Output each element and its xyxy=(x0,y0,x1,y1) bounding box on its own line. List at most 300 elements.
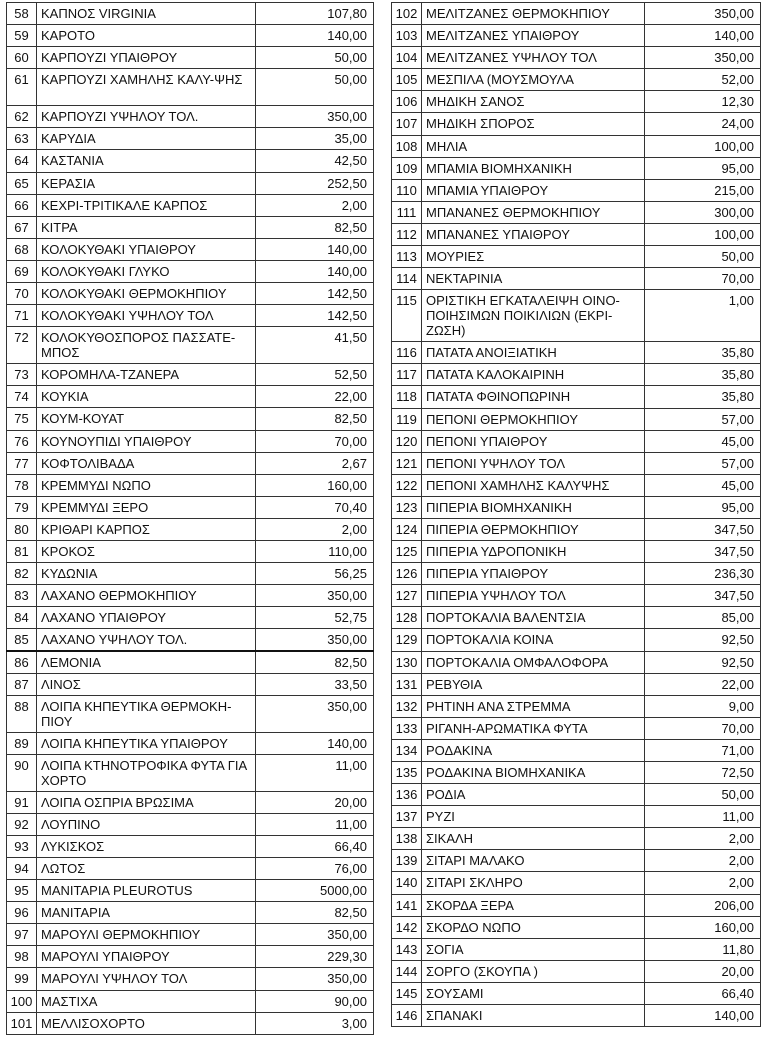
crop-name: ΜΕΛΙΤΖΑΝΕΣ ΥΠΑΙΘΡΟΥ xyxy=(422,25,645,47)
crop-name: ΚΑΡΠΟΥΖΙ ΧΑΜΗΛΗΣ ΚΑΛΥ-ΨΗΣ xyxy=(37,69,256,106)
crop-value: 41,50 xyxy=(256,327,374,364)
crop-value: 82,50 xyxy=(256,902,374,924)
crop-name: ΚΑΡΠΟΥΖΙ ΥΨΗΛΟΥ ΤΟΛ. xyxy=(37,106,256,128)
crop-name: ΚΙΤΡΑ xyxy=(37,216,256,238)
row-number: 102 xyxy=(392,3,422,25)
row-number: 66 xyxy=(7,194,37,216)
crop-value: 66,40 xyxy=(645,982,761,1004)
crop-name: ΛΑΧΑΝΟ ΘΕΡΜΟΚΗΠΙΟΥ xyxy=(37,585,256,607)
crop-name: ΚΑΡΠΟΥΖΙ ΥΠΑΙΘΡΟΥ xyxy=(37,47,256,69)
crop-value: 140,00 xyxy=(256,25,374,47)
table-row xyxy=(392,916,761,938)
table-row xyxy=(392,223,761,245)
crop-value: 22,00 xyxy=(645,673,761,695)
crop-name: ΚΑΡΟΤΟ xyxy=(37,25,256,47)
crop-value: 350,00 xyxy=(645,3,761,25)
crop-name: ΜΕΛΙΤΖΑΝΕΣ ΥΨΗΛΟΥ ΤΟΛ xyxy=(422,47,645,69)
table-row xyxy=(7,150,374,172)
crop-value: 350,00 xyxy=(256,924,374,946)
crop-value: 229,30 xyxy=(256,946,374,968)
row-number: 116 xyxy=(392,342,422,364)
row-number: 65 xyxy=(7,172,37,194)
table-row xyxy=(7,902,374,924)
crop-value: 1,00 xyxy=(645,290,761,342)
table-row xyxy=(7,924,374,946)
row-number: 100 xyxy=(7,990,37,1012)
crop-value: 140,00 xyxy=(645,1005,761,1027)
row-number: 79 xyxy=(7,496,37,518)
crop-value: 50,00 xyxy=(645,784,761,806)
table-row xyxy=(7,754,374,791)
crop-value: 92,50 xyxy=(645,629,761,651)
table-row xyxy=(7,452,374,474)
row-number: 106 xyxy=(392,91,422,113)
crop-name: ΠΙΠΕΡΙΑ ΥΠΑΙΘΡΟΥ xyxy=(422,563,645,585)
crop-value: 350,00 xyxy=(256,695,374,732)
crop-name: ΟΡΙΣΤΙΚΗ ΕΓΚΑΤΑΛΕΙΨΗ ΟΙΝΟ-ΠΟΙΗΣΙΜΩΝ ΠΟΙΚΙΛΙΩΝ (ΕΚΡΙ-ΖΩΣΗ) xyxy=(422,290,645,342)
crop-value: 100,00 xyxy=(645,223,761,245)
crop-name: ΚΟΥΚΙΑ xyxy=(37,386,256,408)
table-row xyxy=(7,386,374,408)
crop-name: ΚΥΔΩΝΙΑ xyxy=(37,563,256,585)
table-row xyxy=(7,128,374,150)
row-number: 64 xyxy=(7,150,37,172)
crop-name: ΜΠΑΜΙΑ ΥΠΑΙΘΡΟΥ xyxy=(422,179,645,201)
crop-value: 206,00 xyxy=(645,894,761,916)
row-number: 112 xyxy=(392,223,422,245)
crop-value: 142,50 xyxy=(256,283,374,305)
crop-value: 140,00 xyxy=(256,238,374,260)
row-number: 91 xyxy=(7,791,37,813)
table-row xyxy=(7,474,374,496)
crop-name: ΜΑΡΟΥΛΙ ΥΠΑΙΘΡΟΥ xyxy=(37,946,256,968)
row-number: 58 xyxy=(7,3,37,25)
table-row xyxy=(392,201,761,223)
crop-name: ΠΟΡΤΟΚΑΛΙΑ ΒΑΛΕΝΤΣΙΑ xyxy=(422,607,645,629)
row-number: 138 xyxy=(392,828,422,850)
crop-name: ΚΡΕΜΜΥΔΙ ΝΩΠΟ xyxy=(37,474,256,496)
crop-value: 2,00 xyxy=(645,828,761,850)
crop-value: 70,00 xyxy=(645,717,761,739)
table-row xyxy=(7,364,374,386)
table-row xyxy=(392,607,761,629)
row-number: 124 xyxy=(392,518,422,540)
table-row xyxy=(392,518,761,540)
crop-value: 3,00 xyxy=(256,1012,374,1034)
table-row xyxy=(7,518,374,540)
row-number: 59 xyxy=(7,25,37,47)
table-row xyxy=(7,791,374,813)
table-row xyxy=(392,563,761,585)
row-number: 92 xyxy=(7,813,37,835)
crop-name: ΛΙΝΟΣ xyxy=(37,673,256,695)
crop-table-left xyxy=(6,2,374,1035)
table-row xyxy=(7,1012,374,1034)
table-row xyxy=(7,607,374,629)
crop-name: ΛΩΤΟΣ xyxy=(37,858,256,880)
crop-name: ΛΕΜΟΝΙΑ xyxy=(37,651,256,673)
crop-value: 350,00 xyxy=(256,106,374,128)
crop-name: ΠΙΠΕΡΙΑ ΥΔΡΟΠΟΝΙΚΗ xyxy=(422,541,645,563)
table-row xyxy=(7,629,374,651)
crop-value: 5000,00 xyxy=(256,880,374,902)
row-number: 129 xyxy=(392,629,422,651)
row-number: 87 xyxy=(7,673,37,695)
crop-name: ΣΙΤΑΡΙ ΣΚΛΗΡΟ xyxy=(422,872,645,894)
row-number: 125 xyxy=(392,541,422,563)
table-row xyxy=(7,305,374,327)
crop-name: ΣΚΟΡΔΑ ΞΕΡΑ xyxy=(422,894,645,916)
crop-name: ΡΟΔΙΑ xyxy=(422,784,645,806)
row-number: 132 xyxy=(392,695,422,717)
row-number: 131 xyxy=(392,673,422,695)
crop-name: ΣΟΓΙΑ xyxy=(422,938,645,960)
row-number: 74 xyxy=(7,386,37,408)
crop-name: ΠΙΠΕΡΙΑ ΒΙΟΜΗΧΑΝΙΚΗ xyxy=(422,496,645,518)
row-number: 123 xyxy=(392,496,422,518)
crop-name: ΣΙΚΑΛΗ xyxy=(422,828,645,850)
crop-name: ΣΚΟΡΔΟ ΝΩΠΟ xyxy=(422,916,645,938)
row-number: 69 xyxy=(7,260,37,282)
crop-value: 347,50 xyxy=(645,585,761,607)
crop-value: 56,25 xyxy=(256,563,374,585)
crop-value: 2,00 xyxy=(645,872,761,894)
crop-name: ΣΠΑΝΑΚΙ xyxy=(422,1005,645,1027)
crop-name: ΛΟΥΠΙΝΟ xyxy=(37,813,256,835)
table-row xyxy=(7,47,374,69)
crop-value: 22,00 xyxy=(256,386,374,408)
crop-name: ΚΕΧΡΙ-ΤΡΙΤΙΚΑΛΕ ΚΑΡΠΟΣ xyxy=(37,194,256,216)
table-row xyxy=(392,872,761,894)
row-number: 146 xyxy=(392,1005,422,1027)
crop-value: 347,50 xyxy=(645,541,761,563)
row-number: 143 xyxy=(392,938,422,960)
row-number: 121 xyxy=(392,452,422,474)
row-number: 98 xyxy=(7,946,37,968)
row-number: 96 xyxy=(7,902,37,924)
table-row xyxy=(7,968,374,990)
crop-name: ΠΕΠΟΝΙ ΧΑΜΗΛΗΣ ΚΑΛΥΨΗΣ xyxy=(422,474,645,496)
crop-name: ΜΕΛΛΙΣΟΧΟΡΤΟ xyxy=(37,1012,256,1034)
crop-name: ΚΟΛΟΚΥΘΑΚΙ ΓΛΥΚΟ xyxy=(37,260,256,282)
table-row xyxy=(392,496,761,518)
crop-value: 2,00 xyxy=(256,194,374,216)
crop-name: ΛΑΧΑΝΟ ΥΠΑΙΘΡΟΥ xyxy=(37,607,256,629)
table-row xyxy=(392,982,761,1004)
row-number: 107 xyxy=(392,113,422,135)
crop-value: 347,50 xyxy=(645,518,761,540)
crop-table-left-body xyxy=(7,3,374,1035)
table-row xyxy=(392,47,761,69)
row-number: 61 xyxy=(7,69,37,106)
row-number: 135 xyxy=(392,762,422,784)
row-number: 128 xyxy=(392,607,422,629)
table-row xyxy=(392,268,761,290)
crop-name: ΠΟΡΤΟΚΑΛΙΑ ΟΜΦΑΛΟΦΟΡΑ xyxy=(422,651,645,673)
crop-name: ΚΑΡΥΔΙΑ xyxy=(37,128,256,150)
crop-value: 110,00 xyxy=(256,540,374,562)
table-row xyxy=(392,717,761,739)
table-row xyxy=(7,695,374,732)
table-row xyxy=(392,938,761,960)
table-row xyxy=(7,496,374,518)
row-number: 81 xyxy=(7,540,37,562)
table-row xyxy=(392,3,761,25)
crop-name: ΜΑΡΟΥΛΙ ΘΕΡΜΟΚΗΠΙΟΥ xyxy=(37,924,256,946)
crop-value: 57,00 xyxy=(645,408,761,430)
crop-name: ΠΟΡΤΟΚΑΛΙΑ ΚΟΙΝΑ xyxy=(422,629,645,651)
row-number: 117 xyxy=(392,364,422,386)
row-number: 80 xyxy=(7,518,37,540)
crop-name: ΠΕΠΟΝΙ ΥΠΑΙΘΡΟΥ xyxy=(422,430,645,452)
crop-value: 82,50 xyxy=(256,651,374,673)
crop-table-right-body xyxy=(392,3,761,1027)
crop-name: ΚΟΛΟΚΥΘΑΚΙ ΘΕΡΜΟΚΗΠΙΟΥ xyxy=(37,283,256,305)
crop-value: 100,00 xyxy=(645,135,761,157)
table-row xyxy=(7,3,374,25)
row-number: 136 xyxy=(392,784,422,806)
crop-name: ΜΑΣΤΙΧΑ xyxy=(37,990,256,1012)
row-number: 60 xyxy=(7,47,37,69)
row-number: 139 xyxy=(392,850,422,872)
table-row xyxy=(392,762,761,784)
crop-name: ΚΑΣΤΑΝΙΑ xyxy=(37,150,256,172)
crop-value: 20,00 xyxy=(645,960,761,982)
table-row xyxy=(392,894,761,916)
row-number: 85 xyxy=(7,629,37,651)
table-row xyxy=(7,172,374,194)
crop-name: ΜΗΔΙΚΗ ΣΠΟΡΟΣ xyxy=(422,113,645,135)
crop-value: 82,50 xyxy=(256,216,374,238)
table-row xyxy=(7,25,374,47)
crop-name: ΜΑΝΙΤΑΡΙΑ PLEUROTUS xyxy=(37,880,256,902)
crop-name: ΜΑΝΙΤΑΡΙΑ xyxy=(37,902,256,924)
crop-name: ΡΙΓΑΝΗ-ΑΡΩΜΑΤΙΚΑ ΦΥΤΑ xyxy=(422,717,645,739)
table-row xyxy=(7,732,374,754)
crop-name: ΣΟΡΓΟ (ΣΚΟΥΠΑ ) xyxy=(422,960,645,982)
crop-name: ΚΟΛΟΚΥΘΑΚΙ ΥΨΗΛΟΥ ΤΟΛ xyxy=(37,305,256,327)
table-row xyxy=(392,408,761,430)
crop-name: ΛΟΙΠΑ ΚΗΠΕΥΤΙΚΑ ΥΠΑΙΘΡΟΥ xyxy=(37,732,256,754)
crop-name: ΛΟΙΠΑ ΚΗΠΕΥΤΙΚΑ ΘΕΡΜΟΚΗ-ΠΙΟΥ xyxy=(37,695,256,732)
crop-value: 50,00 xyxy=(256,47,374,69)
table-row xyxy=(392,850,761,872)
crop-name: ΚΑΠΝΟΣ VIRGINIA xyxy=(37,3,256,25)
crop-value: 140,00 xyxy=(256,732,374,754)
row-number: 140 xyxy=(392,872,422,894)
row-number: 63 xyxy=(7,128,37,150)
table-row xyxy=(392,541,761,563)
table-row xyxy=(392,342,761,364)
table-row xyxy=(392,585,761,607)
table-row xyxy=(392,246,761,268)
table-row xyxy=(7,946,374,968)
crop-value: 350,00 xyxy=(645,47,761,69)
row-number: 68 xyxy=(7,238,37,260)
table-row xyxy=(7,990,374,1012)
crop-value: 95,00 xyxy=(645,157,761,179)
table-row xyxy=(392,179,761,201)
table-row xyxy=(392,474,761,496)
table-row xyxy=(392,364,761,386)
crop-value: 70,00 xyxy=(256,430,374,452)
table-row xyxy=(392,25,761,47)
crop-value: 70,00 xyxy=(645,268,761,290)
crop-value: 11,00 xyxy=(256,813,374,835)
crop-value: 52,50 xyxy=(256,364,374,386)
row-number: 78 xyxy=(7,474,37,496)
table-row xyxy=(7,408,374,430)
row-number: 93 xyxy=(7,835,37,857)
crop-value: 11,80 xyxy=(645,938,761,960)
crop-value: 24,00 xyxy=(645,113,761,135)
row-number: 99 xyxy=(7,968,37,990)
crop-name: ΣΟΥΣΑΜΙ xyxy=(422,982,645,1004)
table-row xyxy=(7,216,374,238)
crop-name: ΛΟΙΠΑ ΟΣΠΡΙΑ ΒΡΩΣΙΜΑ xyxy=(37,791,256,813)
crop-name: ΜΑΡΟΥΛΙ ΥΨΗΛΟΥ ΤΟΛ xyxy=(37,968,256,990)
crop-value: 215,00 xyxy=(645,179,761,201)
crop-value: 2,00 xyxy=(645,850,761,872)
row-number: 103 xyxy=(392,25,422,47)
crop-value: 35,80 xyxy=(645,386,761,408)
crop-value: 76,00 xyxy=(256,858,374,880)
crop-name: ΡΕΒΥΘΙΑ xyxy=(422,673,645,695)
crop-value: 160,00 xyxy=(256,474,374,496)
table-row xyxy=(392,673,761,695)
row-number: 118 xyxy=(392,386,422,408)
crop-value: 92,50 xyxy=(645,651,761,673)
crop-value: 72,50 xyxy=(645,762,761,784)
row-number: 67 xyxy=(7,216,37,238)
row-number: 72 xyxy=(7,327,37,364)
right-table-column xyxy=(391,2,761,1027)
row-number: 130 xyxy=(392,651,422,673)
table-row xyxy=(392,828,761,850)
crop-value: 66,40 xyxy=(256,835,374,857)
table-row xyxy=(392,386,761,408)
crop-value: 2,67 xyxy=(256,452,374,474)
crop-value: 12,30 xyxy=(645,91,761,113)
table-row xyxy=(392,69,761,91)
row-number: 97 xyxy=(7,924,37,946)
crop-value: 33,50 xyxy=(256,673,374,695)
crop-name: ΠΑΤΑΤΑ ΑΝΟΙΞΙΑΤΙΚΗ xyxy=(422,342,645,364)
crop-value: 350,00 xyxy=(256,968,374,990)
crop-value: 20,00 xyxy=(256,791,374,813)
crop-value: 71,00 xyxy=(645,739,761,761)
row-number: 119 xyxy=(392,408,422,430)
table-row xyxy=(7,651,374,673)
table-row xyxy=(392,91,761,113)
table-row xyxy=(7,430,374,452)
crop-value: 35,80 xyxy=(645,364,761,386)
row-number: 145 xyxy=(392,982,422,1004)
table-row xyxy=(392,430,761,452)
table-row xyxy=(392,651,761,673)
row-number: 114 xyxy=(392,268,422,290)
table-row xyxy=(7,194,374,216)
table-row xyxy=(7,858,374,880)
crop-name: ΡΟΔΑΚΙΝΑ ΒΙΟΜΗΧΑΝΙΚΑ xyxy=(422,762,645,784)
table-row xyxy=(7,106,374,128)
row-number: 76 xyxy=(7,430,37,452)
crop-value: 70,40 xyxy=(256,496,374,518)
crop-value: 9,00 xyxy=(645,695,761,717)
row-number: 62 xyxy=(7,106,37,128)
table-row xyxy=(7,238,374,260)
crop-name: ΜΠΑΜΙΑ ΒΙΟΜΗΧΑΝΙΚΗ xyxy=(422,157,645,179)
crop-name: ΛΑΧΑΝΟ ΥΨΗΛΟΥ ΤΟΛ. xyxy=(37,629,256,651)
crop-value: 85,00 xyxy=(645,607,761,629)
crop-value: 35,80 xyxy=(645,342,761,364)
row-number: 133 xyxy=(392,717,422,739)
crop-name: ΚΟΥΝΟΥΠΙΔΙ ΥΠΑΙΘΡΟΥ xyxy=(37,430,256,452)
row-number: 108 xyxy=(392,135,422,157)
crop-name: ΜΠΑΝΑΝΕΣ ΘΕΡΜΟΚΗΠΙΟΥ xyxy=(422,201,645,223)
row-number: 109 xyxy=(392,157,422,179)
crop-value: 2,00 xyxy=(256,518,374,540)
row-number: 127 xyxy=(392,585,422,607)
crop-name: ΜΟΥΡΙΕΣ xyxy=(422,246,645,268)
table-row xyxy=(7,327,374,364)
crop-value: 52,00 xyxy=(645,69,761,91)
row-number: 141 xyxy=(392,894,422,916)
row-number: 144 xyxy=(392,960,422,982)
crop-name: ΠΑΤΑΤΑ ΦΘΙΝΟΠΩΡΙΝΗ xyxy=(422,386,645,408)
crop-value: 42,50 xyxy=(256,150,374,172)
crop-value: 52,75 xyxy=(256,607,374,629)
crop-value: 45,00 xyxy=(645,474,761,496)
crop-value: 350,00 xyxy=(256,629,374,651)
table-row xyxy=(392,629,761,651)
crop-name: ΜΕΛΙΤΖΑΝΕΣ ΘΕΡΜΟΚΗΠΙΟΥ xyxy=(422,3,645,25)
row-number: 134 xyxy=(392,739,422,761)
row-number: 89 xyxy=(7,732,37,754)
crop-value: 236,30 xyxy=(645,563,761,585)
crop-value: 82,50 xyxy=(256,408,374,430)
table-row xyxy=(392,157,761,179)
table-row xyxy=(7,563,374,585)
crop-name: ΜΗΛΙΑ xyxy=(422,135,645,157)
table-row xyxy=(392,739,761,761)
table-row xyxy=(392,452,761,474)
crop-name: ΠΑΤΑΤΑ ΚΑΛΟΚΑΙΡΙΝΗ xyxy=(422,364,645,386)
crop-table-right xyxy=(391,2,761,1027)
table-row xyxy=(392,113,761,135)
table-row xyxy=(7,69,374,106)
table-row xyxy=(7,283,374,305)
table-row xyxy=(392,784,761,806)
row-number: 101 xyxy=(7,1012,37,1034)
row-number: 75 xyxy=(7,408,37,430)
crop-name: ΚΟΛΟΚΥΘΑΚΙ ΥΠΑΙΘΡΟΥ xyxy=(37,238,256,260)
row-number: 105 xyxy=(392,69,422,91)
row-number: 71 xyxy=(7,305,37,327)
crop-name: ΡΗΤΙΝΗ ΑΝΑ ΣΤΡΕΜΜΑ xyxy=(422,695,645,717)
crop-name: ΠΙΠΕΡΙΑ ΘΕΡΜΟΚΗΠΙΟΥ xyxy=(422,518,645,540)
crop-name: ΜΗΔΙΚΗ ΣΑΝΟΣ xyxy=(422,91,645,113)
table-row xyxy=(392,695,761,717)
left-table-column xyxy=(6,2,374,1035)
row-number: 73 xyxy=(7,364,37,386)
row-number: 94 xyxy=(7,858,37,880)
row-number: 77 xyxy=(7,452,37,474)
row-number: 126 xyxy=(392,563,422,585)
table-row xyxy=(7,673,374,695)
crop-name: ΠΙΠΕΡΙΑ ΥΨΗΛΟΥ ΤΟΛ xyxy=(422,585,645,607)
crop-name: ΜΠΑΝΑΝΕΣ ΥΠΑΙΘΡΟΥ xyxy=(422,223,645,245)
